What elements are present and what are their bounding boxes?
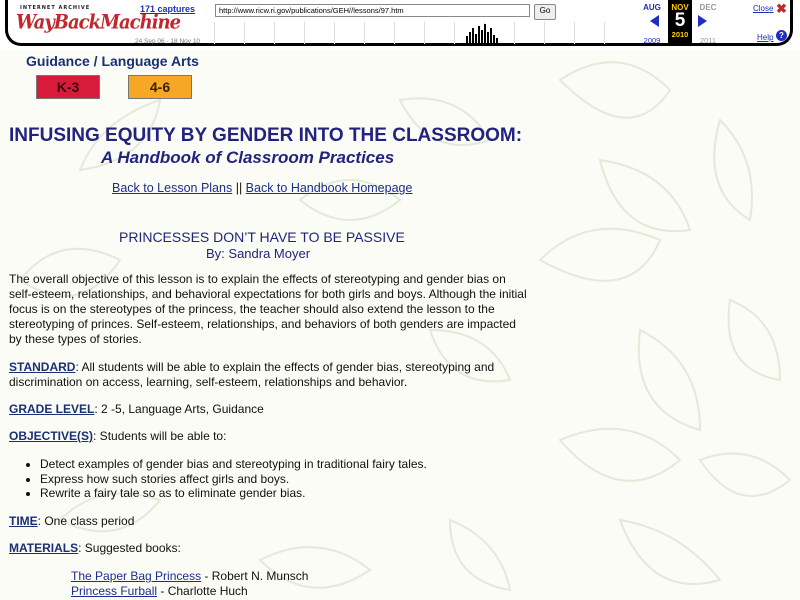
- lesson-title: PRINCESSES DON’T HAVE TO BE PASSIVE: [119, 229, 405, 245]
- prev-month-link[interactable]: AUG: [643, 3, 661, 12]
- grade-k3-button[interactable]: K-3: [36, 75, 100, 99]
- current-year: 2010: [671, 30, 689, 39]
- time-section: [9, 514, 529, 529]
- objectives-section: [9, 429, 529, 444]
- standard-section: [9, 360, 529, 390]
- book-author: - Robert N. Munsch: [201, 569, 309, 583]
- nav-separator: ||: [232, 181, 246, 195]
- objectives-label: OBJECTIVE(S): [9, 429, 94, 443]
- close-link[interactable]: Close: [753, 4, 774, 13]
- lesson-author: By: Sandra Moyer: [206, 246, 311, 261]
- current-month: NOV: [671, 3, 689, 12]
- objectives-list: [20, 457, 427, 501]
- grade-level-text: : 2 -5, Language Arts, Guidance: [94, 402, 264, 416]
- book-title-link[interactable]: Princess Furball: [71, 584, 158, 598]
- help-icon[interactable]: ?: [776, 30, 787, 41]
- list-item: • Express how such stories affect girls and boys.: [40, 472, 427, 487]
- wayback-toolbar: [0, 0, 800, 50]
- url-input[interactable]: http://www.ricw.ri.gov/publications/GEH//lessons/97.htm: [215, 4, 530, 17]
- back-to-lesson-plans-link[interactable]: Back to Lesson Plans: [112, 181, 233, 195]
- captures-link[interactable]: 171 captures: [140, 4, 196, 14]
- time-label: TIME: [9, 514, 38, 528]
- materials-text: : Suggested books:: [78, 541, 181, 555]
- capture-date-range: 24 Sep 06 - 18 Nov 10: [135, 38, 201, 45]
- current-capture: [668, 0, 692, 46]
- book-author: - Charlotte Huch: [157, 584, 248, 598]
- objectives-text: : Students will be able to:: [93, 429, 227, 443]
- standard-text: : All students will be able to explain the effects of gender bias, stereotyping and discrimination on access, learning, self-esteem, relationships and behavior.: [9, 360, 495, 389]
- grade-level-section: [9, 402, 529, 417]
- lesson-overview: The overall objective of this lesson is to explain the effects of stereotyping and gender bias on self-esteem, relationships, and behavioral expectations for both girls and boys. Although the initial focus is on the stereotypes of the princess, the teacher should also extend the lesson to the stereotyping of princes. Self-esteem, relationships, and behaviors of both genders are impacted by these types of stories.: [9, 272, 527, 346]
- current-day: 5: [674, 10, 686, 31]
- standard-label: STANDARD: [9, 360, 76, 374]
- list-item: • Rewrite a fairy tale so as to eliminate gender bias.: [40, 486, 427, 501]
- capture-timeline[interactable]: [214, 22, 634, 44]
- navigation-links: [112, 181, 412, 195]
- grade-level-label: GRADE LEVEL: [9, 402, 95, 416]
- prev-year-link[interactable]: 2009: [643, 36, 661, 45]
- next-month-label: DEC: [699, 3, 717, 12]
- subject-heading: Guidance / Language Arts: [26, 53, 199, 69]
- materials-section: [9, 541, 529, 556]
- prev-capture-arrow-icon[interactable]: [650, 15, 659, 27]
- materials-label: MATERIALS: [9, 541, 79, 555]
- wayback-logo[interactable]: WayBackMachine: [16, 10, 181, 35]
- go-button[interactable]: Go: [534, 4, 556, 20]
- list-item: • Detect examples of gender bias and stereotyping in traditional fairy tales.: [40, 457, 427, 472]
- handbook-subtitle: A Handbook of Classroom Practices: [101, 148, 395, 167]
- next-year-label: 2011: [699, 36, 717, 45]
- book-title-link[interactable]: The Paper Bag Princess: [71, 569, 202, 583]
- book-list: [71, 569, 308, 599]
- back-to-handbook-homepage-link[interactable]: Back to Handbook Homepage: [245, 181, 413, 195]
- grade-4-6-button[interactable]: 4-6: [128, 75, 192, 99]
- time-text: : One class period: [37, 514, 135, 528]
- help-link[interactable]: Help: [757, 33, 774, 42]
- list-item: [71, 584, 308, 599]
- handbook-title: INFUSING EQUITY BY GENDER INTO THE CLASSROOM:: [9, 125, 523, 146]
- wayback-logo-caption: INTERNET ARCHIVE: [20, 5, 91, 11]
- next-capture-arrow-icon[interactable]: [698, 15, 707, 27]
- list-item: [71, 569, 308, 584]
- close-icon[interactable]: ✖: [776, 1, 787, 16]
